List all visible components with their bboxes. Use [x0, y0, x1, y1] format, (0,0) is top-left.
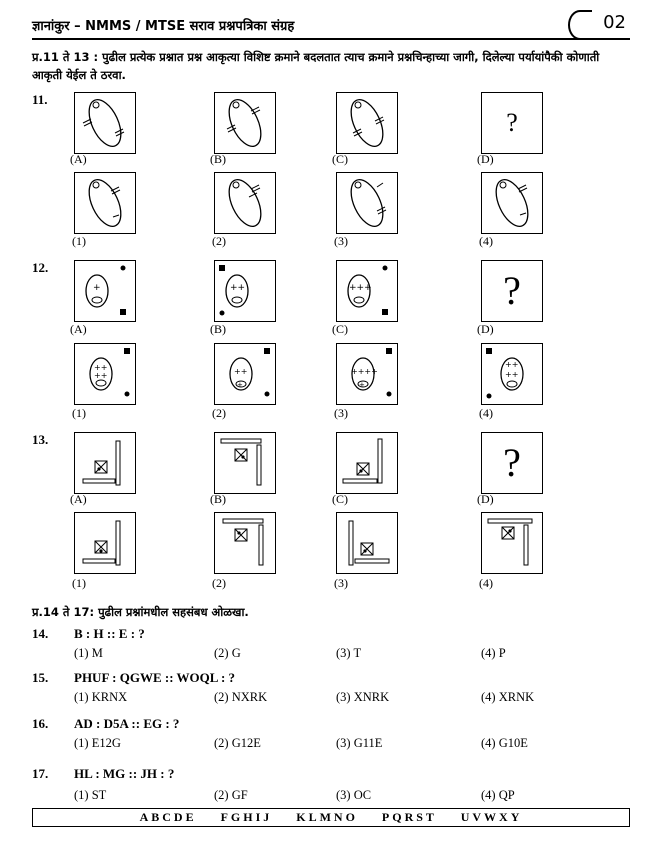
q11-figure-b-drawing — [215, 93, 275, 153]
q12-figure-d — [481, 260, 543, 322]
q12-option-3-label: (3) — [334, 406, 348, 420]
q17-option-3[interactable]: (3) OC — [336, 788, 372, 802]
q12-figure-a — [74, 260, 136, 322]
q13-option-3-label: (3) — [334, 576, 348, 590]
q16-option-1[interactable]: (1) E12G — [74, 736, 121, 750]
q13-option-4-label: (4) — [479, 576, 493, 590]
q12-option-2[interactable] — [214, 343, 276, 405]
q14-option-1[interactable]: (1) M — [74, 646, 103, 660]
q13-figure-c-drawing — [337, 433, 397, 493]
q12-option-4[interactable] — [481, 343, 543, 405]
svg-text:++: ++ — [505, 370, 519, 379]
q11-label-b: (B) — [210, 152, 226, 166]
q15-option-3[interactable]: (3) XNRK — [336, 690, 390, 704]
q17-option-2[interactable]: (2) GF — [214, 788, 248, 802]
q11-figure-d — [481, 92, 543, 154]
q11-option-3[interactable] — [336, 172, 398, 234]
page-header — [32, 14, 630, 40]
q11-figure-c — [336, 92, 398, 154]
q13-figure-a-drawing — [75, 433, 135, 493]
q11-figure-a-drawing — [75, 93, 135, 153]
q12-figure-a-drawing — [75, 261, 135, 321]
q14-option-2[interactable]: (2) G — [214, 646, 241, 660]
question-number-11: 11. — [32, 92, 48, 107]
svg-text:++: ++ — [94, 371, 108, 380]
header-title: ज्ञानांकुर – NMMS / MTSE सराव प्रश्नपत्रिका संग्रह — [32, 19, 295, 34]
q13-option-2[interactable] — [214, 512, 276, 574]
q12-option-3[interactable] — [336, 343, 398, 405]
q17-option-4[interactable]: (4) QP — [481, 788, 515, 802]
question-14-text: B : H :: E : ? — [74, 626, 145, 641]
q13-option-1-drawing — [75, 513, 135, 573]
question-mark: ? — [503, 440, 521, 485]
svg-text:+: + — [93, 283, 101, 293]
svg-text:++: ++ — [94, 363, 108, 372]
question-number-12: 12. — [32, 260, 49, 275]
q14-option-3[interactable]: (3) T — [336, 646, 362, 660]
q13-label-a: (A) — [70, 492, 87, 506]
q12-option-1-drawing — [75, 344, 135, 404]
question-mark: ? — [503, 268, 521, 313]
q12-figure-b — [214, 260, 276, 322]
q12-option-4-label: (4) — [479, 406, 493, 420]
alphabet-strip: ABCDE FGHIJ KLMNO PQRST UVWXY — [32, 808, 630, 827]
svg-text:++: ++ — [505, 360, 519, 369]
q11-option-2-label: (2) — [212, 234, 226, 248]
q16-option-4[interactable]: (4) G10E — [481, 736, 528, 750]
q11-option-2[interactable] — [214, 172, 276, 234]
q13-figure-b-drawing — [215, 433, 275, 493]
q13-option-2-drawing — [215, 513, 275, 573]
q13-option-1-label: (1) — [72, 576, 86, 590]
q12-option-3-drawing — [337, 344, 397, 404]
q12-label-b: (B) — [210, 322, 226, 336]
question-17-text: HL : MG :: JH : ? — [74, 766, 175, 781]
q11-label-c: (C) — [332, 152, 348, 166]
question-number-14: 14. — [32, 626, 49, 641]
q13-label-c: (C) — [332, 492, 348, 506]
svg-text:++: ++ — [230, 283, 246, 293]
page-number: 02 — [603, 12, 626, 33]
q13-option-3[interactable] — [336, 512, 398, 574]
q12-option-1[interactable] — [74, 343, 136, 405]
svg-text:++++: ++++ — [351, 367, 378, 376]
q13-figure-b — [214, 432, 276, 494]
q12-figure-c — [336, 260, 398, 322]
q11-option-1-drawing — [75, 173, 135, 233]
q11-figure-b — [214, 92, 276, 154]
instruction-11-13: प्र.11 ते 13 : पुढील प्रत्येक प्रश्नात प्रश्न आकृत्या विशिष्ट क्रमाने बदलतात त्याच क्रमाने प्रश्नचिन्हाच्या जागी, दिलेल्या पर्यायांपैकी कोणाती आकृती येईल ते ठरवा. — [32, 50, 600, 82]
q13-label-b: (B) — [210, 492, 226, 506]
q13-figure-d — [481, 432, 543, 494]
q16-option-3[interactable]: (3) G11E — [336, 736, 383, 750]
q11-option-4-label: (4) — [479, 234, 493, 248]
question-number-16: 16. — [32, 716, 49, 731]
q11-label-d: (D) — [477, 152, 494, 166]
q11-figure-c-drawing — [337, 93, 397, 153]
q13-option-4-drawing — [482, 513, 542, 573]
q15-option-2[interactable]: (2) NXRK — [214, 690, 268, 704]
q12-figure-c-drawing — [337, 261, 397, 321]
question-number-17: 17. — [32, 766, 49, 781]
q13-label-d: (D) — [477, 492, 494, 506]
svg-text:++: ++ — [234, 367, 248, 376]
q11-option-4[interactable] — [481, 172, 543, 234]
q12-label-a: (A) — [70, 322, 87, 336]
q15-option-1[interactable]: (1) KRNX — [74, 690, 128, 704]
svg-text:+: + — [237, 381, 243, 389]
q12-label-c: (C) — [332, 322, 348, 336]
q12-option-2-drawing — [215, 344, 275, 404]
q12-figure-b-drawing — [215, 261, 275, 321]
q15-option-4[interactable]: (4) XRNK — [481, 690, 535, 704]
svg-text:+: + — [359, 381, 365, 389]
q13-option-1[interactable] — [74, 512, 136, 574]
question-16-text: AD : D5A :: EG : ? — [74, 716, 180, 731]
question-15-text: PHUF : QGWE :: WOQL : ? — [74, 670, 236, 685]
q13-figure-a — [74, 432, 136, 494]
q16-option-2[interactable]: (2) G12E — [214, 736, 261, 750]
question-number-13: 13. — [32, 432, 49, 447]
q11-option-1-label: (1) — [72, 234, 86, 248]
q13-figure-c — [336, 432, 398, 494]
q13-option-3-drawing — [337, 513, 397, 573]
q17-option-1[interactable]: (1) ST — [74, 788, 107, 802]
q12-option-4-drawing — [482, 344, 542, 404]
question-number-15: 15. — [32, 670, 49, 685]
q13-option-2-label: (2) — [212, 576, 226, 590]
q11-option-2-drawing — [215, 173, 275, 233]
q12-option-2-label: (2) — [212, 406, 226, 420]
q11-option-3-label: (3) — [334, 234, 348, 248]
q13-option-4[interactable] — [481, 512, 543, 574]
q12-label-d: (D) — [477, 322, 494, 336]
q11-option-1[interactable] — [74, 172, 136, 234]
moon-icon — [568, 10, 592, 40]
svg-text:+++: +++ — [349, 283, 372, 293]
q11-label-a: (A) — [70, 152, 87, 166]
q11-figure-a — [74, 92, 136, 154]
q12-option-1-label: (1) — [72, 406, 86, 420]
q14-option-4[interactable]: (4) P — [481, 646, 506, 660]
q11-option-3-drawing — [337, 173, 397, 233]
q11-option-4-drawing — [482, 173, 542, 233]
question-mark: ? — [506, 108, 518, 137]
instruction-14-17: प्र.14 ते 17: पुढील प्रश्नांमधील सहसंबध ओळखा. — [32, 605, 249, 619]
